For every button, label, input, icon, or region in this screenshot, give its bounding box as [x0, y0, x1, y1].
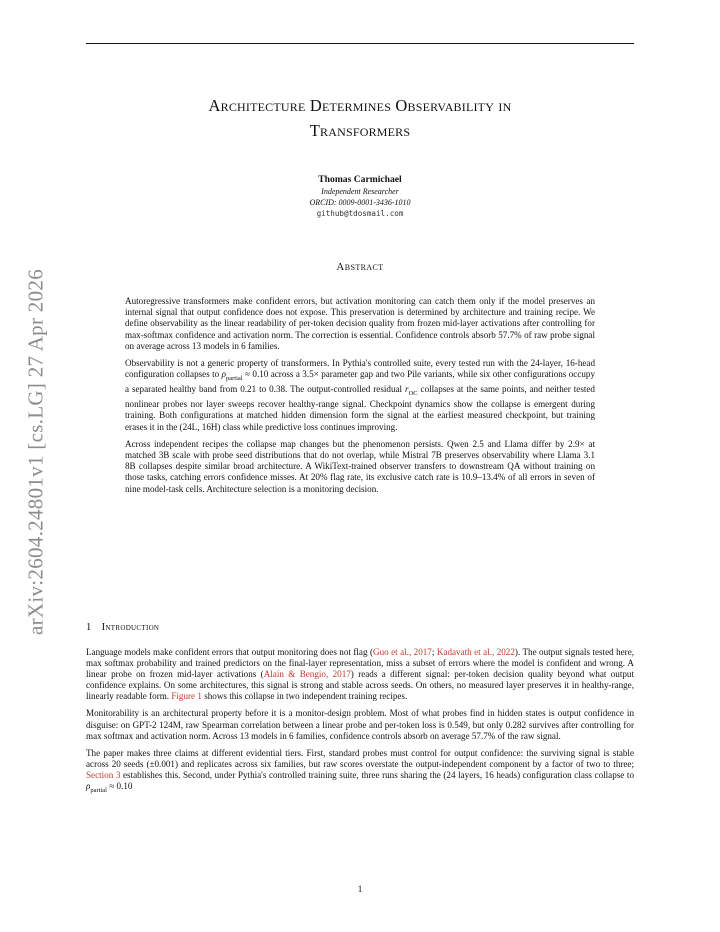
abstract-paragraph-1: Autoregressive transformers make confident errors, but activation monitoring can catch them only if the model preserves an internal signal that output confidence does not expose. This preservation is determined by architecture and training recipe. We define observability as the linear readability of per-token decision quality from frozen mid-layer activations after controlling for max-softmax confidence and activation norm. The correction is essential. Confidence controls absorb 57.7% of raw probe signal on average across 13 models in 6 families. [125, 296, 595, 351]
citation-link[interactable]: Kadavath et al., 2022 [436, 647, 515, 657]
abstract-paragraph-3: Across independent recipes the collapse map changes but the phenomenon persists. Qwen 2.5 and Llama differ by 2.9× at matched 3B scale with probe seed distributions that do not overlap, while Mistral 7B preserves observability where Llama 3.1 8B collapses despite similar broad architecture. A WikiText-trained observer transfers to downstream QA without training on those tasks, catching errors confidence misses. At 20% flag rate, its exclusive catch rate is 10.9–13.4% of all errors in seven of nine model-task cells. Architecture selection is a monitoring decision. [125, 438, 595, 494]
figure-reference-link[interactable]: Figure 1 [171, 691, 202, 702]
abstract-heading: Abstract [336, 261, 384, 273]
section-heading-introduction [86, 622, 159, 633]
title-line-2: Transformers [309, 121, 411, 140]
author-affiliation: Independent Researcher [321, 187, 399, 196]
author-email: github@tdosmail.com [316, 209, 404, 218]
intro-paragraph-3: The paper makes three claims at different evidential tiers. First, standard probes must control for output confidence: the surviving signal is stable across 20 seeds (±0.001) and replicates across six families, but raw scores overstate the output-independent component by a factor of two to three; Section 3 establishes this. Second, under Pythia's controlled training suite, three runs sharing the (24 layers, 16 heads) configuration class collapse to $\rho_{partial} \approx 0.10$ [86, 747, 634, 794]
abstract-body [125, 296, 595, 501]
author-name: Thomas Carmichael [318, 174, 402, 185]
citation-link[interactable]: Guo et al., 2017 [373, 647, 432, 657]
top-rule [86, 43, 634, 44]
citation-link[interactable]: Alain & Bengio, 2017 [263, 669, 351, 680]
intro-paragraph-1: Language models make confident errors that output monitoring does not flag (Guo et al., 2017; Kadavath et al., 2022). The output signals tested here, max softmax probability and trained predictors on the final-layer representation, miss a subset of errors where the model is confident and wrong. A linear probe on frozen mid-layer activations (Alain & Bengio, 2017) reads a different signal: per-token decision quality beyond what output confidence explains. On some architectures, this signal is strong and stable across seeds. On others, no measured layer preserves it in healthy-range, linearly readable form. Figure 1 shows this collapse in two independent training recipes. [86, 647, 635, 702]
paper-title [86, 93, 634, 143]
page-number: 1 [357, 884, 363, 895]
intro-paragraph-2: Monitorability is an architectural property before it is a monitor-design problem. Most of what probes find in hidden states is output confidence in disguise: on GPT-2 124M, raw Spearman correlation between a linear probe and per-token loss is 0.549, but only 0.282 survives after controlling for max softmax and activation norm. Across 13 models in 6 families, confidence controls absorb on average 57.7% of the raw signal. [86, 708, 634, 741]
author-orcid: ORCID: 0009-0001-3436-1010 [309, 198, 411, 207]
section-reference-link[interactable]: Section 3 [86, 769, 121, 780]
section-number: 1 [86, 622, 92, 633]
section-title: Introduction [101, 622, 160, 633]
abstract-paragraph-2: Observability is not a generic property of transformers. In Pythia's controlled suite, every tested run with the 24-layer, 16-head configuration collapses to $\rho_{partial} \approx 0.10$ across a 3.5× parameter gap and two Pile variants, while six other configurations occupy a separated healthy band from 0.21 to 0.38. The output-controlled residual $r_{OC}$ collapses at the same points, and neither tested nonlinear probes nor layer sweeps recover healthy-range signal. Checkpoint dynamics show the collapse is emergent during training. Both configurations at matched hidden dimension form the signal at the earliest measured checkpoint, but training erases it in the (24L, 16H) class while predictive loss continues improving. [125, 358, 595, 432]
author-block [86, 174, 634, 219]
introduction-body [86, 647, 634, 802]
title-line-1: Architecture Determines Observability in [208, 96, 512, 115]
arxiv-identifier: arXiv:2604.24801v1 [cs.LG] 27 Apr 2026 [23, 268, 48, 636]
